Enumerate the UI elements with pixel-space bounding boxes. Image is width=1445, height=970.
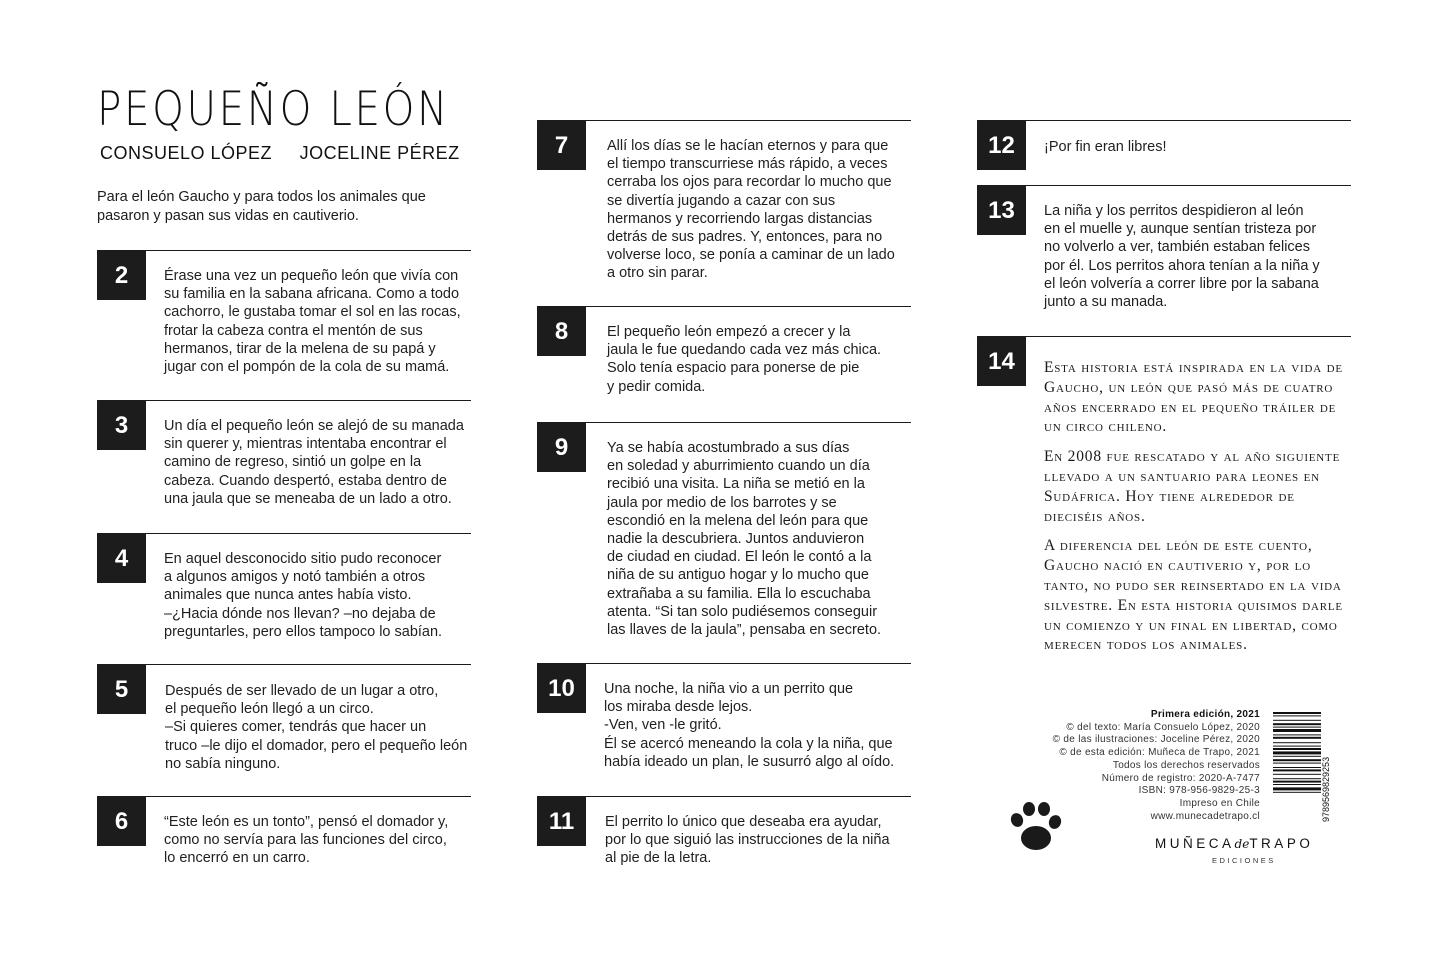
credit-line: Número de registro: 2020-A-7477 — [1101, 772, 1260, 784]
barcode-bar — [1273, 784, 1321, 785]
barcode-bar — [1273, 723, 1321, 725]
credit-line: Todos los derechos reservados — [1112, 759, 1260, 771]
panel-number: 12 — [977, 121, 1026, 170]
credit-line: © del texto: María Consuelo López, 2020 — [1066, 721, 1260, 733]
barcode-bar — [1273, 737, 1321, 739]
panel-text: Una noche, la niña vio a un perrito que los miraba desde lejos. -Ven, ven -le gritó. Él se acercó meneando la cola y la niña, que había ideado un plan, le susurró algo al oído. — [604, 681, 895, 770]
credit-line: © de esta edición: Muñeca de Trapo, 2021 — [1059, 747, 1260, 759]
panel-number: 2 — [97, 251, 146, 300]
credit-line: Impreso en Chile — [1179, 797, 1260, 809]
panel-7 — [537, 120, 911, 285]
barcode-bar — [1273, 792, 1321, 793]
panel-text: La niña y los perritos despidieron al león en el muelle y, aunque sentían tristeza por no volverlo a ver, también estaban felices por él. Los perritos ahora tenían a la niña y el león volvería a correr libre por la sabana junto a su manada. — [1044, 203, 1320, 311]
book-title: PEQUEÑO LEÓN — [97, 82, 450, 137]
panel-text: Ya se había acostumbrado a sus días en soledad y aburrimiento cuando un día recibió una visita. La niña se metió en la jaula por medio de los barrotes y se escondió en la melena del león para que nadie la descubriera. Juntos anduvieron de ciudad en ciudad. El león le contó a la niña de su antiguo hogar y lo mucho que extrañaba a su familia. Ella lo escuchaba atenta. “Si tan solo pudiésemos conseguir las llaves de la jaula”, pensaba en secreto. — [607, 440, 882, 639]
barcode-bar — [1273, 751, 1321, 754]
publisher-name-end: TRAPO — [1249, 836, 1314, 851]
panel-number: 3 — [97, 401, 146, 450]
publisher-logo — [1155, 836, 1313, 851]
panel-5 — [97, 664, 471, 774]
panel-text: ¡Por fin eran libres! — [1044, 139, 1167, 155]
panel-13 — [977, 185, 1351, 315]
panel-text: Allí los días se le hacían eternos y para que el tiempo transcurriese más rápido, a veces cerraba los ojos para recordar lo mucho que se divertía jugando a cazar con sus hermanos y recorriendo largas distancias detrás de sus padres. Y, entonces, para no volverse loco, se ponía a caminar de un lado a otro sin parar. — [607, 138, 895, 282]
panel-number: 5 — [97, 665, 146, 714]
panel-text: Un día el pequeño león se alejó de su manada sin querer y, mientras intentaba encontrar el camino de regreso, sintió un golpe en la cabeza. Cuando despertó, estaba dentro de una jaula que se meneaba de un lado a otro. — [164, 418, 464, 507]
barcode-bar — [1273, 781, 1321, 783]
author-illustrations: JOCELINE PÉREZ — [299, 143, 460, 163]
barcode-bar — [1273, 734, 1321, 735]
panel-number: 10 — [537, 664, 586, 713]
panel-text: Después de ser llevado de un lugar a otro, el pequeño león llegó a un circo. –Si quieres comer, tendrás que hacer un truco –le dijo el domador, pero el pequeño león no sabía ninguno. — [165, 683, 468, 772]
panel-9 — [537, 422, 911, 644]
barcode-bar — [1273, 763, 1321, 764]
barcode-bar — [1273, 769, 1321, 771]
panel-text: El perrito lo único que deseaba era ayudar, por lo que siguió las instrucciones de la niña al pie de la letra. — [605, 814, 890, 867]
panel-text: “Este león es un tonto”, pensó el domador y, como no servía para las funciones del circo, lo encerró en un carro. — [164, 814, 449, 867]
panel-11 — [537, 796, 911, 871]
panel-10 — [537, 663, 911, 773]
credit-line: © de las ilustraciones: Joceline Pérez, 2020 — [1052, 734, 1260, 746]
barcode-bar — [1273, 767, 1321, 768]
dedication: Para el león Gaucho y para todos los animales que pasaron y pasan sus vidas en cautiverio. — [97, 189, 426, 224]
afterword — [1044, 358, 1349, 665]
publisher-subtitle: EDICIONES — [1212, 856, 1276, 865]
barcode-bar — [1273, 756, 1321, 757]
barcode-icon — [1273, 712, 1335, 824]
panel-text: Érase una vez un pequeño león que vivía con su familia en la sabana africana. Como a todo cachorro, le gustaba tomar el sol en las rocas, frotar la cabeza contra el mentón de sus hermanos, tirar de la melena de su papá y jugar con el pompón de la cola de su mamá. — [164, 268, 461, 376]
barcode-bar — [1273, 746, 1321, 747]
author-text: CONSUELO LÓPEZ — [100, 143, 273, 163]
barcode-bar — [1273, 720, 1321, 721]
panel-number: 8 — [537, 307, 586, 356]
credit-line: www.munecadetrapo.cl — [1150, 810, 1260, 822]
panel-12 — [977, 120, 1351, 170]
barcode-bar — [1273, 712, 1321, 714]
paw-print-icon — [1003, 796, 1065, 858]
barcode-bar — [1273, 774, 1321, 775]
barcode-bar — [1273, 748, 1321, 750]
barcode-number: 9789569829253 — [1321, 756, 1331, 822]
panel-number: 11 — [537, 797, 586, 846]
barcode-bar — [1273, 778, 1321, 779]
panel-number: 7 — [537, 121, 586, 170]
panel-number: 14 — [977, 337, 1026, 386]
barcode-bar — [1273, 729, 1321, 732]
barcode-bar — [1273, 759, 1321, 761]
panel-4 — [97, 533, 471, 643]
afterword-paragraph: Esta historia está inspirada en la vida de Gaucho, un león que pasó más de cuatro años encerrado en el pequeño tráiler de un circo chileno. — [1044, 359, 1343, 436]
barcode-bar — [1273, 742, 1321, 743]
panel-text: El pequeño león empezó a crecer y la jaula le fue quedando cada vez más chica. Solo tenía espacio para ponerse de pie y pedir comida. — [607, 324, 882, 395]
barcode-bar — [1273, 727, 1321, 728]
edition: Primera edición, 2021 — [1150, 709, 1260, 720]
panel-text: En aquel desconocido sitio pudo reconocer a algunos amigos y notó también a otros animales que nunca antes había visto. –¿Hacia dónde nos llevan? –no dejaba de preguntarles, pero ellos tampoco lo sabían. — [164, 551, 443, 640]
panel-6 — [97, 796, 471, 871]
authors — [100, 143, 482, 164]
afterword-paragraph: A diferencia del león de este cuento, Gaucho nació en cautiverio y, por lo tanto, no pudo ser reinsertado en la vida silvestre. En esta historia quisimos darle un comienzo y un final en libertad, como merecen todos los animales. — [1044, 537, 1343, 654]
publisher-name-start: MUÑECA — [1155, 836, 1235, 851]
panel-number: 9 — [537, 423, 586, 472]
barcode-bar — [1273, 715, 1321, 716]
panel-2 — [97, 250, 471, 376]
afterword-paragraph: En 2008 fue rescatado y al año siguiente llevado a un santuario para leones en Sudáfrica. Hoy tiene alrededor de dieciséis años. — [1044, 448, 1341, 525]
panel-number: 4 — [97, 534, 146, 583]
panel-8 — [537, 306, 911, 401]
publisher-name-de: de — [1234, 837, 1250, 851]
panel-number: 6 — [97, 797, 146, 846]
credit-line: ISBN: 978-956-9829-25-3 — [1138, 785, 1260, 797]
barcode-bar — [1273, 787, 1321, 790]
panel-number: 13 — [977, 186, 1026, 235]
panel-3 — [97, 400, 471, 510]
